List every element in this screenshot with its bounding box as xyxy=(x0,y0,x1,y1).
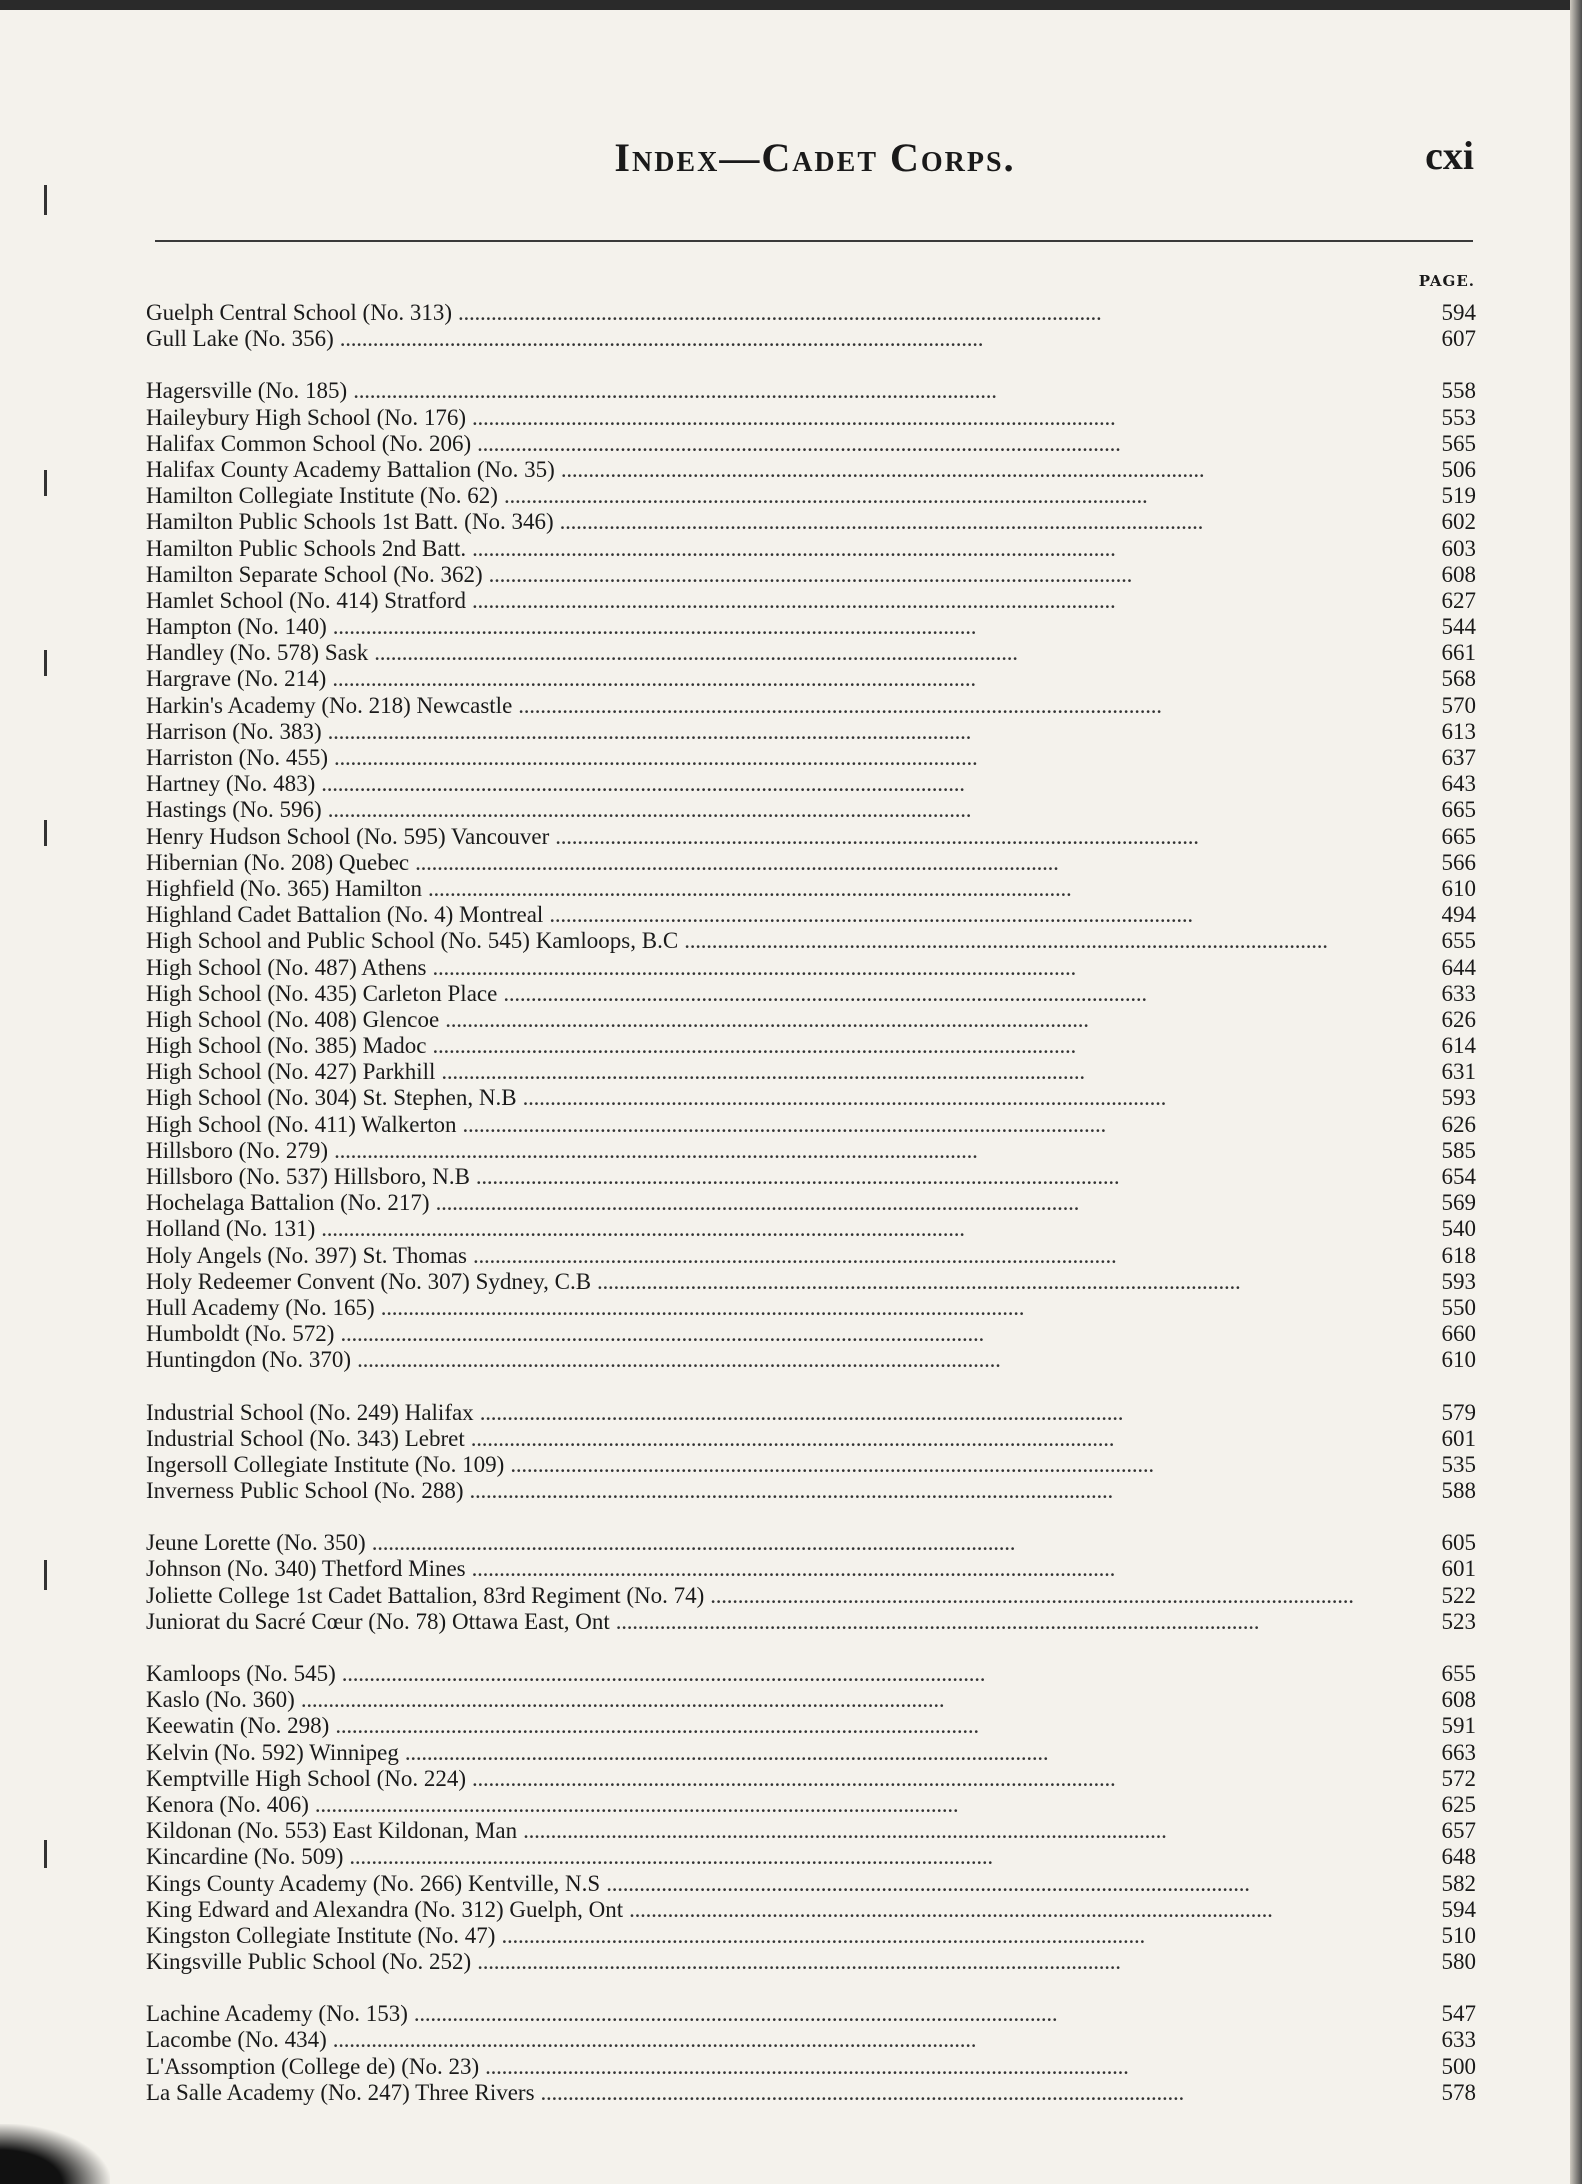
index-entry xyxy=(146,1347,1476,1373)
dot-leader xyxy=(432,1033,1414,1059)
index-group xyxy=(146,1530,1476,1635)
entry-name: Joliette College 1st Cadet Battalion, 83rd Regiment (No. 74) xyxy=(146,1582,705,1608)
entry-page-number: 594 xyxy=(1441,1896,1476,1922)
dot-leader xyxy=(334,1138,1414,1164)
entry-page-number: 648 xyxy=(1441,1844,1476,1870)
page-header xyxy=(150,128,1480,198)
entry-page-number: 494 xyxy=(1441,902,1476,928)
index-group xyxy=(146,300,1476,352)
entry-page-number: 585 xyxy=(1441,1137,1476,1163)
index-entry xyxy=(146,1661,1476,1687)
index-entry xyxy=(146,457,1476,483)
entry-name: Hagersville (No. 185) xyxy=(146,378,348,404)
entry-name: Kincardine (No. 509) xyxy=(146,1844,344,1870)
entry-page-number: 572 xyxy=(1441,1765,1476,1791)
margin-mark xyxy=(44,470,47,496)
entry-page-number: 593 xyxy=(1441,1085,1476,1111)
entry-page-number: 593 xyxy=(1441,1268,1476,1294)
scan-right-edge xyxy=(1570,0,1582,2184)
entry-name: Johnson (No. 340) Thetford Mines xyxy=(146,1556,466,1582)
entry-page-number: 602 xyxy=(1441,509,1476,535)
index-entry xyxy=(146,981,1476,1007)
dot-leader xyxy=(510,1452,1414,1478)
index-entry xyxy=(146,300,1476,326)
index-entry xyxy=(146,509,1476,535)
dot-leader xyxy=(414,2001,1414,2027)
index-group xyxy=(146,1661,1476,1975)
index-entry xyxy=(146,928,1476,954)
index-entry xyxy=(146,1452,1476,1478)
index-entry xyxy=(146,902,1476,928)
entry-name: Kelvin (No. 592) Winnipeg xyxy=(146,1739,399,1765)
dot-leader xyxy=(472,1766,1414,1792)
dot-leader xyxy=(477,431,1414,457)
margin-mark xyxy=(44,1840,47,1868)
entry-name: Humboldt (No. 572) xyxy=(146,1321,335,1347)
entry-page-number: 550 xyxy=(1441,1294,1476,1320)
entry-page-number: 500 xyxy=(1441,2053,1476,2079)
entry-page-number: 637 xyxy=(1441,745,1476,770)
index-entry xyxy=(146,1583,1476,1609)
index-entry xyxy=(146,405,1476,431)
dot-leader xyxy=(710,1583,1414,1609)
entry-name: Hamilton Public Schools 2nd Batt. xyxy=(146,535,467,561)
dot-leader xyxy=(334,745,1414,771)
entry-page-number: 644 xyxy=(1441,954,1476,980)
entry-page-number: 568 xyxy=(1441,666,1476,692)
index-entry xyxy=(146,666,1476,692)
dot-leader xyxy=(523,1818,1414,1844)
index-group xyxy=(146,1400,1476,1505)
index-entry xyxy=(146,1112,1476,1138)
entry-name: Kenora (No. 406) xyxy=(146,1791,309,1817)
entry-name: Kamloops (No. 545) xyxy=(146,1661,336,1686)
entry-page-number: 519 xyxy=(1441,483,1476,509)
entry-page-number: 633 xyxy=(1441,2027,1476,2053)
entry-name: Holland (No. 131) xyxy=(146,1216,316,1242)
entry-name: Inverness Public School (No. 288) xyxy=(146,1478,464,1504)
index-entry xyxy=(146,2001,1476,2027)
index-entry xyxy=(146,1085,1476,1111)
entry-page-number: 579 xyxy=(1441,1399,1476,1425)
entry-page-number: 613 xyxy=(1441,718,1476,744)
index-entry xyxy=(146,1216,1476,1242)
dot-leader xyxy=(333,614,1414,640)
entry-name: Harkin's Academy (No. 218) Newcastle xyxy=(146,692,513,718)
entry-name: Hargrave (No. 214) xyxy=(146,666,327,692)
index-entry xyxy=(146,1478,1476,1504)
entry-name: Kings County Academy (No. 266) Kentville, N.S xyxy=(146,1870,601,1896)
dot-leader xyxy=(374,640,1414,666)
index-entry xyxy=(146,824,1476,850)
dot-leader xyxy=(501,1923,1414,1949)
entry-page-number: 655 xyxy=(1441,1661,1476,1686)
dot-leader xyxy=(342,1661,1414,1687)
index-entry xyxy=(146,1713,1476,1739)
index-entry xyxy=(146,1609,1476,1635)
entry-name: High School (No. 411) Walkerton xyxy=(146,1111,457,1137)
index-entry xyxy=(146,1138,1476,1164)
entry-page-number: 626 xyxy=(1441,1006,1476,1032)
entry-name: Lachine Academy (No. 153) xyxy=(146,2001,408,2027)
dot-leader xyxy=(597,1269,1414,1295)
dot-leader xyxy=(333,2027,1414,2053)
entry-name: High School and Public School (No. 545) Kamloops, B.C xyxy=(146,928,679,954)
entry-name: Holy Redeemer Convent (No. 307) Sydney, C.B xyxy=(146,1268,592,1294)
entry-name: Holy Angels (No. 397) St. Thomas xyxy=(146,1242,467,1268)
entry-page-number: 569 xyxy=(1441,1190,1476,1216)
dot-leader xyxy=(549,902,1414,928)
dot-leader xyxy=(445,1007,1414,1033)
entry-page-number: 660 xyxy=(1441,1321,1476,1347)
entry-page-number: 627 xyxy=(1441,587,1476,613)
entry-page-number: 535 xyxy=(1441,1451,1476,1477)
index-entry xyxy=(146,431,1476,457)
index-entry xyxy=(146,614,1476,640)
index-entry xyxy=(146,1844,1476,1870)
index-entry xyxy=(146,1687,1476,1713)
scan-top-edge xyxy=(0,0,1582,10)
entry-name: Handley (No. 578) Sask xyxy=(146,640,369,666)
index-entry xyxy=(146,1897,1476,1923)
index-entry xyxy=(146,1949,1476,1975)
entry-name: Kildonan (No. 553) East Kildonan, Man xyxy=(146,1818,518,1844)
dot-leader xyxy=(321,771,1414,797)
entry-name: Hampton (No. 140) xyxy=(146,614,327,640)
entry-page-number: 657 xyxy=(1441,1818,1476,1844)
index-entry xyxy=(146,1556,1476,1582)
entry-page-number: 544 xyxy=(1441,614,1476,640)
margin-mark xyxy=(44,1560,47,1590)
entry-name: Guelph Central School (No. 313) xyxy=(146,300,452,325)
index-entry xyxy=(146,1400,1476,1426)
entry-page-number: 580 xyxy=(1441,1949,1476,1975)
dot-leader xyxy=(485,2054,1414,2080)
entry-page-number: 570 xyxy=(1441,692,1476,718)
entry-page-number: 608 xyxy=(1441,561,1476,587)
margin-mark xyxy=(44,185,47,215)
entry-page-number: 578 xyxy=(1441,2079,1476,2105)
entry-name: High School (No. 304) St. Stephen, N.B xyxy=(146,1085,517,1111)
index-entry xyxy=(146,1164,1476,1190)
entry-page-number: 582 xyxy=(1441,1870,1476,1896)
dot-leader xyxy=(436,1190,1414,1216)
entry-page-number: 631 xyxy=(1441,1059,1476,1085)
dot-leader xyxy=(472,536,1414,562)
entry-name: Juniorat du Sacré Cœur (No. 78) Ottawa East, Ont xyxy=(146,1608,610,1634)
entry-page-number: 607 xyxy=(1441,326,1476,352)
index-entry xyxy=(146,797,1476,823)
index-entry xyxy=(146,850,1476,876)
entry-page-number: 608 xyxy=(1441,1687,1476,1713)
index-entry xyxy=(146,1530,1476,1556)
index-entry xyxy=(146,483,1476,509)
entry-page-number: 661 xyxy=(1441,640,1476,666)
index-entry xyxy=(146,1792,1476,1818)
entry-page-number: 601 xyxy=(1441,1425,1476,1451)
entry-page-number: 665 xyxy=(1441,797,1476,823)
index-group xyxy=(146,378,1476,1373)
dot-leader xyxy=(555,824,1414,850)
dot-leader xyxy=(518,693,1414,719)
dot-leader xyxy=(541,2080,1414,2106)
index-entry xyxy=(146,378,1476,404)
entry-page-number: 633 xyxy=(1441,980,1476,1006)
index-group xyxy=(146,2001,1476,2106)
index-entry xyxy=(146,719,1476,745)
dot-leader xyxy=(415,850,1414,876)
entry-name: Kaslo (No. 360) xyxy=(146,1687,295,1713)
entry-name: Hastings (No. 596) xyxy=(146,797,322,823)
dot-leader xyxy=(489,562,1414,588)
entry-name: Hamlet School (No. 414) Stratford xyxy=(146,587,467,613)
dot-leader xyxy=(561,457,1414,483)
entry-name: Hartney (No. 483) xyxy=(146,771,316,797)
entry-name: La Salle Academy (No. 247) Three Rivers xyxy=(146,2079,535,2105)
dot-leader xyxy=(504,483,1414,509)
dot-leader xyxy=(476,1164,1414,1190)
entry-page-number: 655 xyxy=(1441,928,1476,954)
index-entry xyxy=(146,1007,1476,1033)
index-entry xyxy=(146,1295,1476,1321)
entry-name: Kemptville High School (No. 224) xyxy=(146,1765,467,1791)
entry-page-number: 547 xyxy=(1441,2001,1476,2027)
index-entry xyxy=(146,1321,1476,1347)
entry-page-number: 605 xyxy=(1441,1530,1476,1556)
dot-leader xyxy=(523,1085,1414,1111)
dot-leader xyxy=(472,588,1414,614)
dot-leader xyxy=(477,1949,1414,1975)
entry-name: High School (No. 385) Madoc xyxy=(146,1033,427,1059)
dot-leader xyxy=(472,1556,1414,1582)
dot-leader xyxy=(328,797,1414,823)
index-entry xyxy=(146,693,1476,719)
entry-page-number: 603 xyxy=(1441,535,1476,561)
entry-page-number: 610 xyxy=(1441,1347,1476,1373)
entry-page-number: 566 xyxy=(1441,849,1476,875)
dot-leader xyxy=(405,1740,1414,1766)
entry-page-number: 663 xyxy=(1441,1739,1476,1765)
entry-name: Hamilton Public Schools 1st Batt. (No. 346) xyxy=(146,509,554,535)
index-entry xyxy=(146,1766,1476,1792)
dot-leader xyxy=(629,1897,1414,1923)
dot-leader xyxy=(372,1530,1414,1556)
entry-name: Industrial School (No. 343) Lebret xyxy=(146,1425,465,1451)
dot-leader xyxy=(432,955,1414,981)
index-entry xyxy=(146,1818,1476,1844)
entry-page-number: 540 xyxy=(1441,1216,1476,1242)
entry-name: Hochelaga Battalion (No. 217) xyxy=(146,1190,430,1216)
dot-leader xyxy=(463,1112,1414,1138)
dot-leader xyxy=(340,1321,1414,1347)
entry-name: High School (No. 487) Athens xyxy=(146,954,427,980)
dot-leader xyxy=(428,876,1414,902)
index-entry xyxy=(146,1033,1476,1059)
index-entry xyxy=(146,326,1476,352)
entry-name: Halifax Common School (No. 206) xyxy=(146,430,472,456)
entry-page-number: 591 xyxy=(1441,1713,1476,1739)
index-entry xyxy=(146,536,1476,562)
scan-corner-shadow xyxy=(0,2124,110,2184)
dot-leader xyxy=(470,1478,1415,1504)
entry-name: Henry Hudson School (No. 595) Vancouver xyxy=(146,823,550,849)
dot-leader xyxy=(472,405,1414,431)
dot-leader xyxy=(340,326,1414,352)
header-rule xyxy=(155,240,1473,242)
entry-name: Haileybury High School (No. 176) xyxy=(146,404,467,430)
dot-leader xyxy=(684,928,1414,954)
dot-leader xyxy=(473,1243,1414,1269)
entry-name: L'Assomption (College de) (No. 23) xyxy=(146,2053,480,2079)
entry-name: Industrial School (No. 249) Halifax xyxy=(146,1399,474,1425)
dot-leader xyxy=(332,666,1414,692)
entry-name: Lacombe (No. 434) xyxy=(146,2027,327,2053)
dot-leader xyxy=(349,1844,1414,1870)
entry-name: High School (No. 435) Carleton Place xyxy=(146,980,498,1006)
index-entry xyxy=(146,955,1476,981)
entry-page-number: 614 xyxy=(1441,1033,1476,1059)
entry-page-number: 625 xyxy=(1441,1791,1476,1817)
index-list xyxy=(146,300,1476,2132)
entry-page-number: 601 xyxy=(1441,1556,1476,1582)
entry-name: Huntingdon (No. 370) xyxy=(146,1347,352,1373)
entry-name: Gull Lake (No. 356) xyxy=(146,326,334,352)
index-entry xyxy=(146,2027,1476,2053)
entry-page-number: 654 xyxy=(1441,1164,1476,1189)
entry-name: High School (No. 427) Parkhill xyxy=(146,1059,436,1085)
dot-leader xyxy=(471,1426,1414,1452)
dot-leader xyxy=(381,1295,1414,1321)
margin-mark xyxy=(44,820,47,846)
dot-leader xyxy=(328,719,1414,745)
index-entry xyxy=(146,562,1476,588)
index-entry xyxy=(146,1190,1476,1216)
index-entry xyxy=(146,1871,1476,1897)
index-entry xyxy=(146,1269,1476,1295)
entry-name: Highland Cadet Battalion (No. 4) Montreal xyxy=(146,902,544,928)
entry-name: Highfield (No. 365) Hamilton xyxy=(146,875,422,901)
entry-name: Hull Academy (No. 165) xyxy=(146,1294,375,1320)
entry-page-number: 553 xyxy=(1441,404,1476,430)
entry-name: Hibernian (No. 208) Quebec xyxy=(146,849,410,875)
index-entry xyxy=(146,2080,1476,2106)
entry-page-number: 594 xyxy=(1441,300,1476,325)
entry-name: Hillsboro (No. 537) Hillsboro, N.B xyxy=(146,1164,470,1189)
entry-page-number: 523 xyxy=(1441,1608,1476,1634)
dot-leader xyxy=(503,981,1414,1007)
entry-name: High School (No. 408) Glencoe xyxy=(146,1006,440,1032)
dot-leader xyxy=(335,1713,1414,1739)
entry-page-number: 665 xyxy=(1441,823,1476,849)
entry-name: King Edward and Alexandra (No. 312) Guelph, Ont xyxy=(146,1896,624,1922)
index-entry xyxy=(146,1243,1476,1269)
entry-page-number: 610 xyxy=(1441,875,1476,901)
entry-page-number: 506 xyxy=(1441,456,1476,482)
dot-leader xyxy=(353,378,1414,404)
entry-name: Kingston Collegiate Institute (No. 47) xyxy=(146,1922,496,1948)
entry-name: Keewatin (No. 298) xyxy=(146,1713,330,1739)
index-entry xyxy=(146,588,1476,614)
index-entry xyxy=(146,876,1476,902)
entry-page-number: 510 xyxy=(1441,1922,1476,1948)
entry-name: Hamilton Collegiate Institute (No. 62) xyxy=(146,483,498,509)
entry-name: Hillsboro (No. 279) xyxy=(146,1137,329,1163)
index-entry xyxy=(146,745,1476,771)
entry-page-number: 626 xyxy=(1441,1111,1476,1137)
index-entry xyxy=(146,640,1476,666)
page-title: Index—Cadet Corps. xyxy=(614,135,1016,180)
index-entry xyxy=(146,1740,1476,1766)
entry-name: Hamilton Separate School (No. 362) xyxy=(146,561,483,587)
dot-leader xyxy=(616,1609,1414,1635)
entry-name: Harrison (No. 383) xyxy=(146,718,322,744)
index-entry xyxy=(146,1426,1476,1452)
index-entry xyxy=(146,2054,1476,2080)
entry-page-number: 618 xyxy=(1441,1242,1476,1268)
entry-page-number: 565 xyxy=(1441,430,1476,456)
page-folio: cxi xyxy=(1425,133,1474,178)
entry-page-number: 643 xyxy=(1441,771,1476,797)
dot-leader xyxy=(458,300,1414,326)
index-entry xyxy=(146,1059,1476,1085)
dot-leader xyxy=(606,1871,1414,1897)
margin-mark xyxy=(44,650,47,676)
entry-page-number: 558 xyxy=(1441,378,1476,404)
dot-leader xyxy=(301,1687,1414,1713)
dot-leader xyxy=(357,1347,1414,1373)
index-entry xyxy=(146,771,1476,797)
dot-leader xyxy=(560,509,1414,535)
entry-page-number: 588 xyxy=(1441,1478,1476,1504)
dot-leader xyxy=(321,1216,1414,1242)
entry-name: Halifax County Academy Battalion (No. 35) xyxy=(146,456,555,482)
entry-page-number: 522 xyxy=(1441,1582,1476,1608)
page-column-label: PAGE. xyxy=(1418,272,1475,290)
index-entry xyxy=(146,1923,1476,1949)
entry-name: Jeune Lorette (No. 350) xyxy=(146,1530,366,1556)
entry-name: Harriston (No. 455) xyxy=(146,745,329,770)
dot-leader xyxy=(441,1059,1414,1085)
entry-name: Kingsville Public School (No. 252) xyxy=(146,1949,472,1975)
dot-leader xyxy=(315,1792,1414,1818)
dot-leader xyxy=(480,1400,1414,1426)
entry-name: Ingersoll Collegiate Institute (No. 109) xyxy=(146,1451,505,1477)
